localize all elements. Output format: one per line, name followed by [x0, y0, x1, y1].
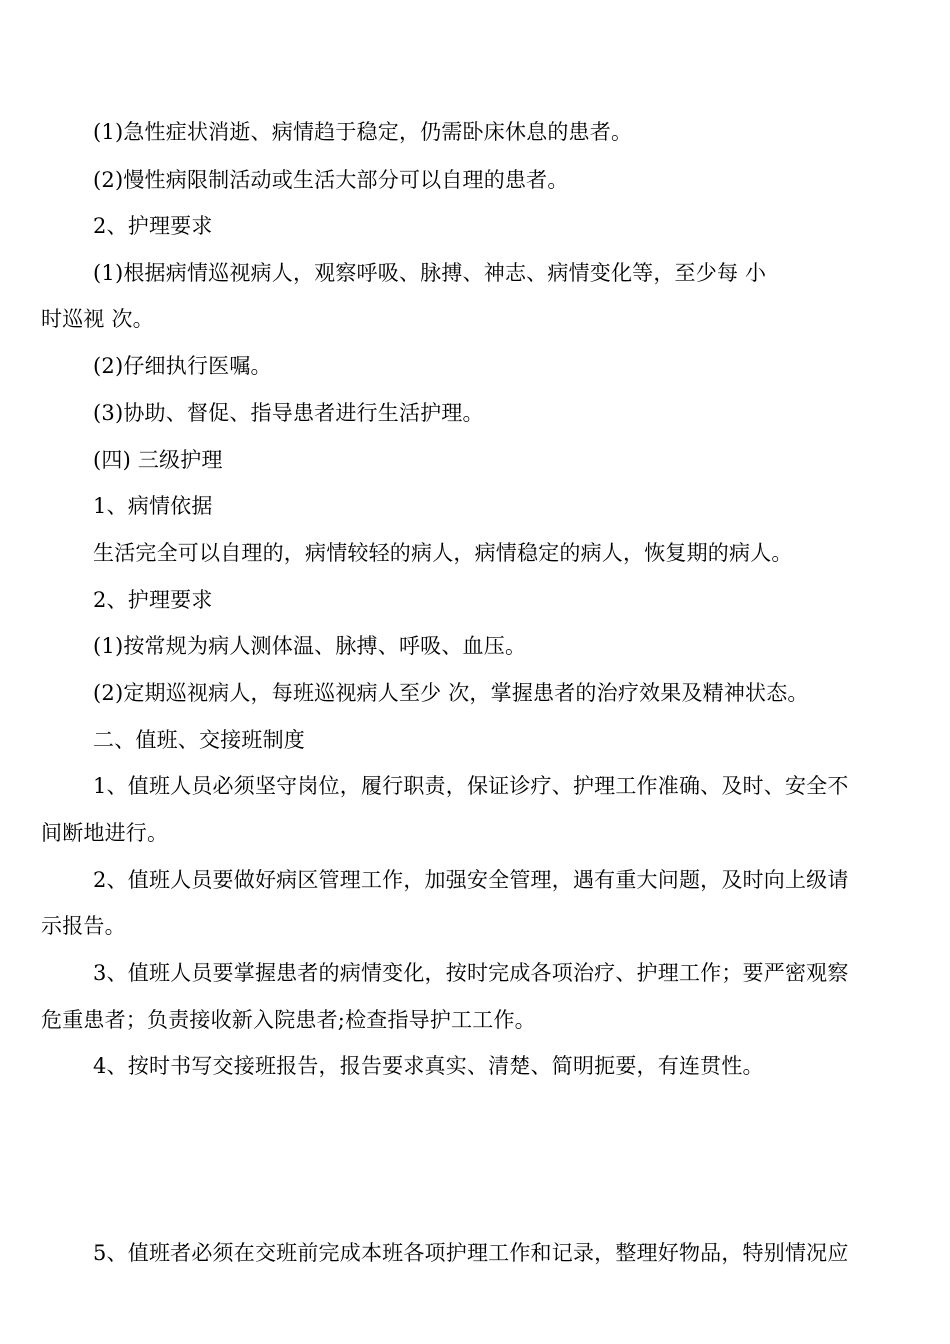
paragraph-line: 3、值班人员要掌握患者的病情变化，按时完成各项治疗、护理工作；要严密观察 [93, 961, 849, 985]
section-heading: 二、值班、交接班制度 [93, 728, 305, 752]
paragraph-line: (2)慢性病限制活动或生活大部分可以自理的患者。 [93, 168, 569, 192]
section-heading: 2、护理要求 [93, 214, 213, 238]
paragraph-line: 5、值班者必须在交班前完成本班各项护理工作和记录，整理好物品，特别情况应 [93, 1241, 849, 1265]
paragraph-line: 危重患者；负责接收新入院患者;检查指导护工工作。 [41, 1008, 536, 1032]
paragraph-line: (3)协助、督促、指导患者进行生活护理。 [93, 401, 484, 425]
paragraph-line: 示报告。 [41, 914, 126, 938]
paragraph-line: 4、按时书写交接班报告，报告要求真实、清楚、简明扼要，有连贯性。 [93, 1054, 764, 1078]
paragraph-line: 时巡视 次。 [41, 307, 154, 331]
paragraph-line: 2、值班人员要做好病区管理工作，加强安全管理，遇有重大问题，及时向上级请 [93, 868, 849, 892]
paragraph-line: (2)定期巡视病人，每班巡视病人至少 次，掌握患者的治疗效果及精神状态。 [93, 681, 809, 705]
paragraph-line: (1)按常规为病人测体温、脉搏、呼吸、血压。 [93, 634, 527, 658]
paragraph-line: (1)急性症状消逝、病情趋于稳定，仍需卧床休息的患者。 [93, 120, 633, 144]
section-heading: 1、病情依据 [93, 494, 213, 518]
section-heading: 2、护理要求 [93, 588, 213, 612]
section-heading: (四) 三级护理 [93, 448, 223, 472]
paragraph-line: 生活完全可以自理的，病情较轻的病人，病情稳定的病人，恢复期的病人。 [93, 541, 793, 565]
paragraph-line: 间断地进行。 [41, 821, 169, 845]
paragraph-line: (2)仔细执行医嘱。 [93, 354, 272, 378]
paragraph-line: 1、值班人员必须坚守岗位，履行职责，保证诊疗、护理工作准确、及时、安全不 [93, 774, 849, 798]
paragraph-line: (1)根据病情巡视病人，观察呼吸、脉搏、神志、病情变化等，至少每 小 [93, 261, 767, 285]
